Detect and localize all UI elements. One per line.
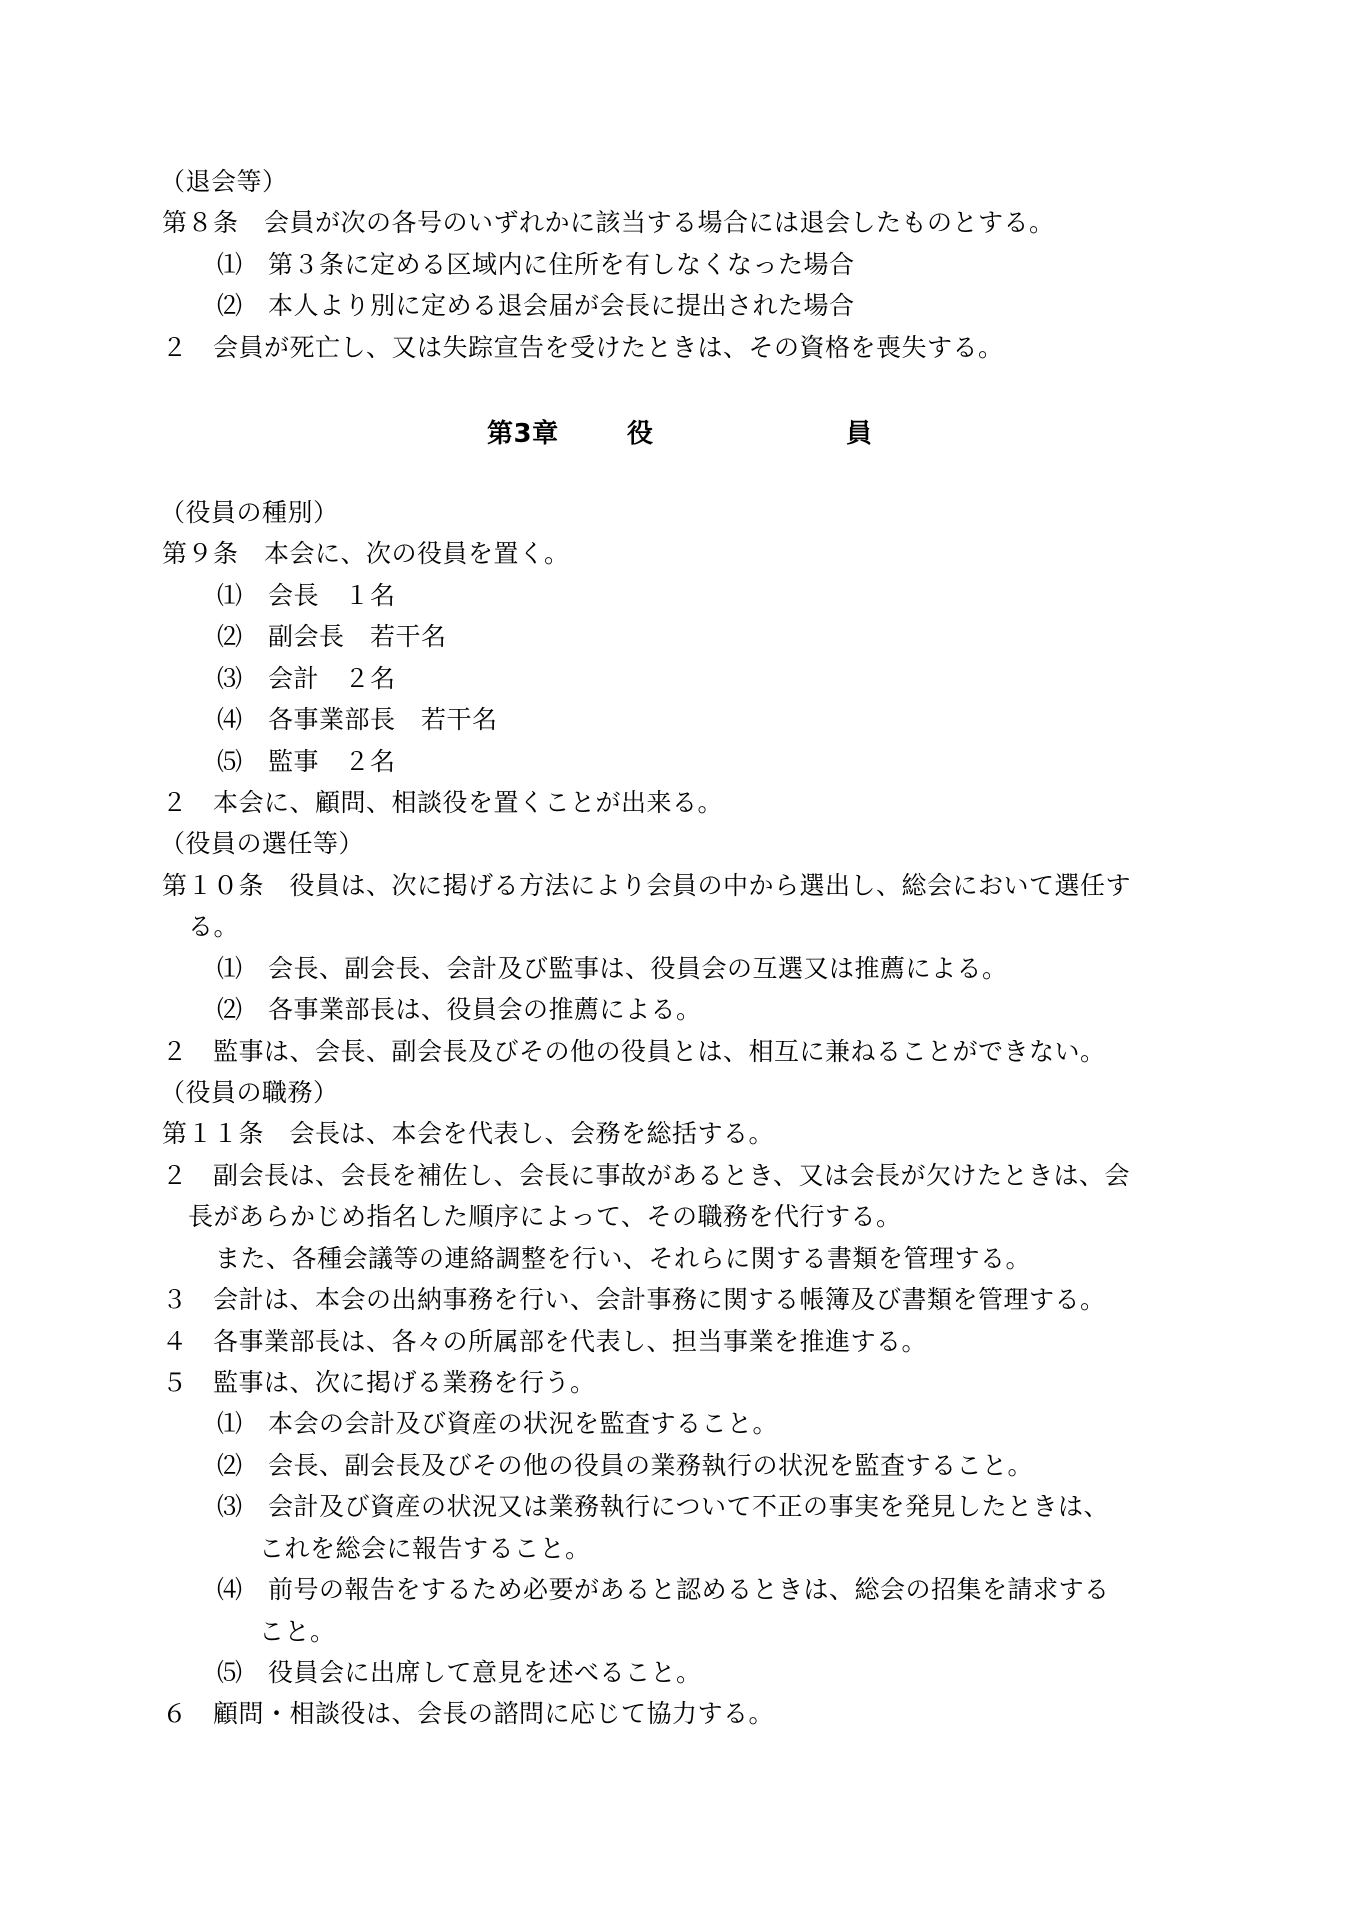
article-10-main-line-1: 第１０条 役員は、次に掲げる方法により会員の中から選出し、総会において選任す — [162, 871, 1132, 900]
article-11-paragraph-2-line-3: また、各種会議等の連絡調整を行い、それらに関する書類を管理する。 — [215, 1244, 1032, 1273]
article-9-item-2: ⑵ 副会長 若干名 — [217, 622, 447, 651]
article-9-item-5: ⑸ 監事 ２名 — [217, 747, 396, 776]
article-10-main-line-2: る。 — [188, 912, 240, 941]
article-11-item-3-line-1: ⑶ 会計及び資産の状況又は業務執行について不正の事実を発見したときは、 — [217, 1492, 1110, 1521]
chapter-3-title-left: 役 — [627, 419, 654, 449]
article-11-paragraph-2-line-1: ２ 副会長は、会長を補佐し、会長に事故があるとき、又は会長が欠けたときは、会 — [162, 1161, 1131, 1190]
article-11-paragraph-3: ３ 会計は、本会の出納事務を行い、会計事務に関する帳簿及び書類を管理する。 — [162, 1285, 1106, 1314]
article-11-main: 第１１条 会長は、本会を代表し、会務を総括する。 — [162, 1119, 775, 1148]
article-9-item-4: ⑷ 各事業部長 若干名 — [217, 705, 498, 734]
article-11-item-1: ⑴ 本会の会計及び資産の状況を監査すること。 — [217, 1409, 779, 1438]
article-11-paragraph-4: ４ 各事業部長は、各々の所属部を代表し、担当事業を推進する。 — [162, 1327, 928, 1356]
article-10-paragraph-2: ２ 監事は、会長、副会長及びその他の役員とは、相互に兼ねることができない。 — [162, 1037, 1106, 1066]
article-9-item-1: ⑴ 会長 １名 — [217, 581, 396, 610]
article-11-item-4-line-2: こと。 — [259, 1617, 336, 1646]
article-10-heading: （役員の選任等） — [160, 829, 365, 858]
article-8-item-1: ⑴ 第３条に定める区域内に住所を有しなくなった場合 — [217, 250, 855, 279]
article-11-paragraph-6: ６ 顧問・相談役は、会長の諮問に応じて協力する。 — [162, 1699, 775, 1728]
article-11-item-2: ⑵ 会長、副会長及びその他の役員の業務執行の状況を監査すること。 — [217, 1451, 1034, 1480]
article-9-item-3: ⑶ 会計 ２名 — [217, 664, 396, 693]
article-9-main: 第９条 本会に、次の役員を置く。 — [162, 539, 570, 568]
article-11-item-5: ⑸ 役員会に出席して意見を述べること。 — [217, 1658, 702, 1687]
article-8-item-2: ⑵ 本人より別に定める退会届が会長に提出された場合 — [217, 291, 855, 320]
article-11-item-4-line-1: ⑷ 前号の報告をするため必要があると認めるときは、総会の招集を請求する — [217, 1575, 1110, 1604]
chapter-3-number: 第3章 — [487, 419, 559, 449]
article-8-main: 第８条 会員が次の各号のいずれかに該当する場合には退会したものとする。 — [162, 208, 1055, 237]
article-10-item-1: ⑴ 会長、副会長、会計及び監事は、役員会の互選又は推薦による。 — [217, 954, 1008, 983]
chapter-3-title-right: 員 — [846, 419, 873, 449]
article-11-item-3-line-2: これを総会に報告すること。 — [259, 1534, 591, 1563]
article-8-paragraph-2: ２ 会員が死亡し、又は失踪宣告を受けたときは、その資格を喪失する。 — [162, 333, 1004, 362]
article-11-paragraph-2-line-2: 長があらかじめ指名した順序によって、その職務を代行する。 — [188, 1202, 902, 1231]
article-8-heading: （退会等） — [160, 167, 288, 196]
article-10-item-2: ⑵ 各事業部長は、役員会の推薦による。 — [217, 995, 702, 1024]
article-9-heading: （役員の種別） — [160, 498, 339, 527]
article-11-heading: （役員の職務） — [160, 1078, 339, 1107]
article-11-paragraph-5: ５ 監事は、次に掲げる業務を行う。 — [162, 1368, 596, 1397]
article-9-paragraph-2: ２ 本会に、顧問、相談役を置くことが出来る。 — [162, 788, 724, 817]
